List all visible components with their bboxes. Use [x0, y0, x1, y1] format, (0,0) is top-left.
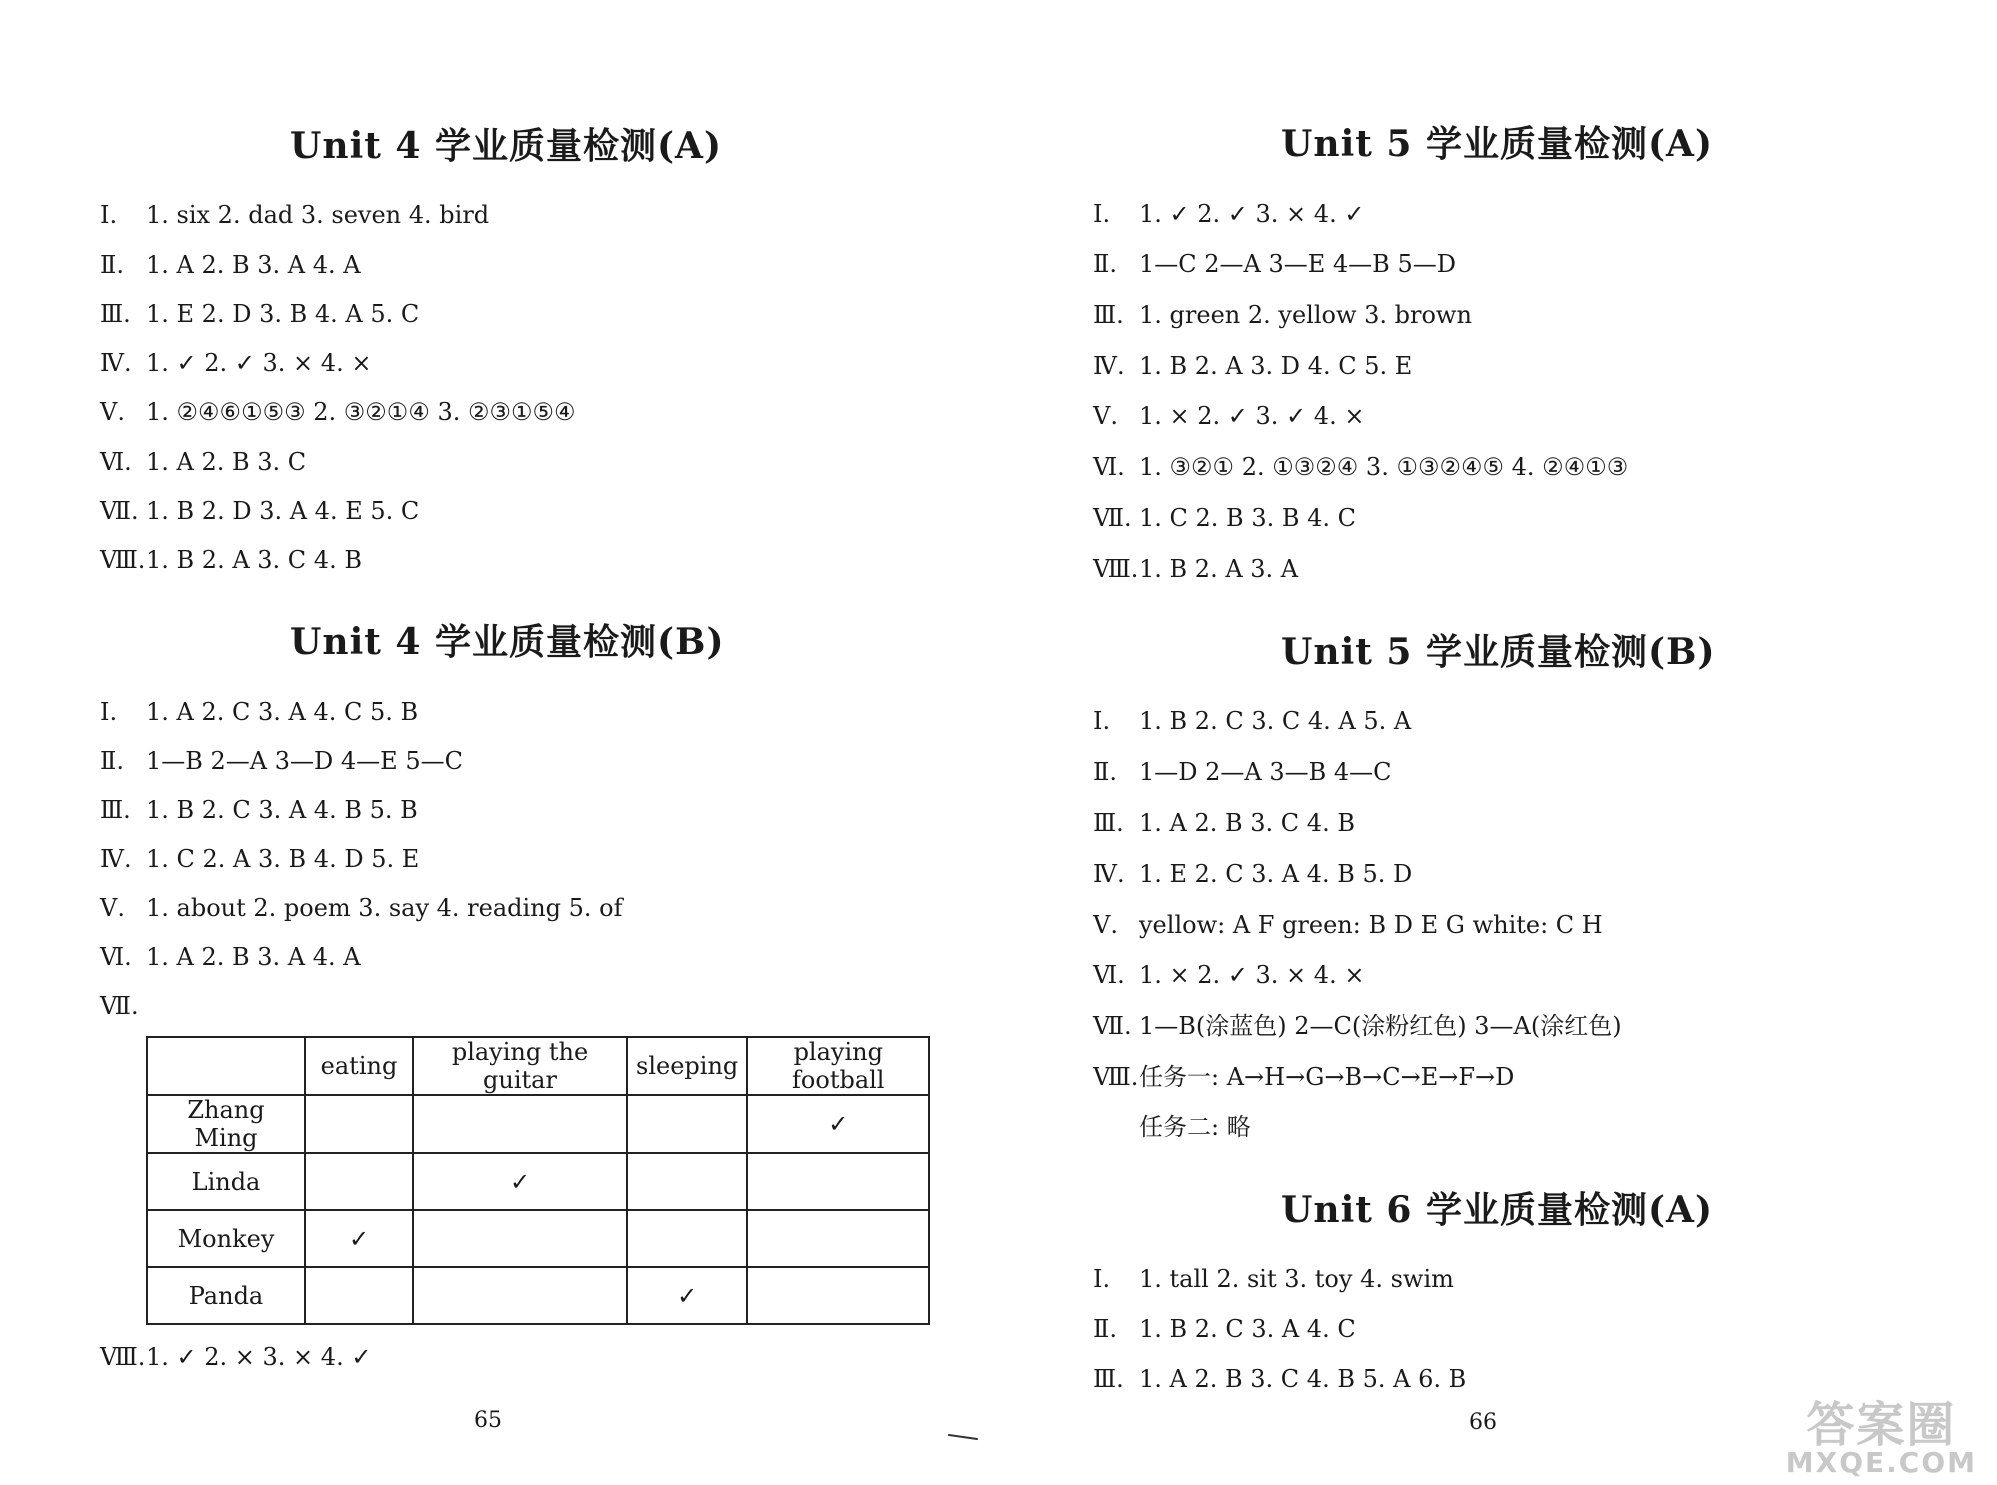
- table-cell: [413, 1210, 627, 1267]
- question-number: Ⅰ.: [1093, 1265, 1111, 1293]
- section-title: Unit 6 学业质量检测(A): [1281, 1189, 1713, 1231]
- answer-line: [1093, 249, 1456, 279]
- answer-line: [1093, 1364, 1466, 1394]
- table-header-cell: sleeping: [627, 1037, 747, 1095]
- answer-line: [1093, 1264, 1454, 1294]
- answer-line: [100, 795, 418, 825]
- watermark-line2: MXQE.COM: [1785, 1446, 1977, 1479]
- question-number: Ⅲ.: [1093, 809, 1124, 837]
- answer-text: 1. tall 2. sit 3. toy 4. swim: [1139, 1265, 1454, 1293]
- question-number: Ⅵ.: [100, 943, 132, 971]
- answer-line: [100, 200, 489, 230]
- question-number: Ⅶ.: [1093, 504, 1132, 532]
- question-number: Ⅵ.: [1093, 961, 1125, 989]
- answer-text: 1. E 2. D 3. B 4. A 5. C: [146, 300, 420, 328]
- answer-line: [1093, 554, 1298, 584]
- answer-line: [100, 697, 418, 727]
- question-number: Ⅰ.: [100, 698, 118, 726]
- answer-line: [1093, 757, 1392, 787]
- answer-line: [1093, 706, 1411, 736]
- answer-text: 1. C 2. B 3. B 4. C: [1139, 504, 1356, 532]
- table-cell: [627, 1153, 747, 1210]
- answer-text: 1. ✓ 2. ✓ 3. × 4. ×: [146, 349, 372, 377]
- table-row: [147, 1095, 929, 1153]
- activity-table: [146, 1036, 930, 1325]
- answer-text: 1. A 2. C 3. A 4. C 5. B: [146, 698, 419, 726]
- table-cell: [747, 1153, 929, 1210]
- answer-line: [1093, 1011, 1622, 1041]
- table-header-row: [147, 1037, 929, 1095]
- question-number: Ⅱ.: [100, 747, 124, 775]
- watermark-logo: [1785, 1397, 1977, 1479]
- answer-line: [1093, 351, 1412, 381]
- answer-line: [1093, 1062, 1514, 1092]
- answer-line: [100, 545, 362, 575]
- question-number: Ⅲ.: [1093, 1365, 1124, 1393]
- answer-line: [100, 844, 419, 874]
- question-number: Ⅷ.: [100, 1343, 146, 1371]
- table-header-cell: eating: [305, 1037, 413, 1095]
- question-number: Ⅷ.: [1093, 555, 1139, 583]
- answer-text: 1. ②④⑥①⑤③ 2. ③②①④ 3. ②③①⑤④: [146, 398, 576, 426]
- table-cell: [413, 1267, 627, 1324]
- answer-text: 1. about 2. poem 3. say 4. reading 5. of: [146, 894, 623, 922]
- answer-text: 1. A 2. B 3. C 4. B 5. A 6. B: [1139, 1365, 1467, 1393]
- answer-line: [1093, 960, 1364, 990]
- question-number: Ⅰ.: [1093, 707, 1111, 735]
- answer-line: [100, 942, 361, 972]
- question-number: Ⅲ.: [100, 796, 131, 824]
- table-row: [147, 1210, 929, 1267]
- table-cell: Zhang Ming: [147, 1095, 305, 1153]
- table-cell: [627, 1210, 747, 1267]
- answer-text: 1. ✓ 2. ✓ 3. × 4. ✓: [1139, 200, 1365, 228]
- question-number: Ⅴ.: [1093, 402, 1118, 430]
- answer-text: 1. × 2. ✓ 3. ✓ 4. ×: [1139, 402, 1365, 430]
- table-cell: [627, 1095, 747, 1153]
- answer-text: 1. A 2. B 3. C: [146, 448, 307, 476]
- answer-line: [1093, 401, 1364, 431]
- question-number: Ⅱ.: [1093, 1315, 1117, 1343]
- table-header-cell: [147, 1037, 305, 1095]
- answer-text: 1. ✓ 2. × 3. × 4. ✓: [146, 1343, 372, 1371]
- question-number: Ⅲ.: [1093, 301, 1124, 329]
- question-number: Ⅷ.: [100, 546, 146, 574]
- table-row: [147, 1267, 929, 1324]
- table-row: [147, 1153, 929, 1210]
- answer-text: 1. E 2. C 3. A 4. B 5. D: [1139, 860, 1413, 888]
- section-title: Unit 4 学业质量检测(A): [290, 125, 722, 167]
- question-number: Ⅵ.: [1093, 453, 1125, 481]
- answer-line: [100, 496, 419, 526]
- page-number: 66: [1469, 1410, 1497, 1435]
- answer-line: [1093, 808, 1355, 838]
- question-number: Ⅴ.: [100, 398, 125, 426]
- table-cell: ✓: [305, 1210, 413, 1267]
- question-number: Ⅳ.: [1093, 352, 1125, 380]
- answer-line: [100, 893, 623, 923]
- table-cell: [305, 1095, 413, 1153]
- answer-line: [100, 447, 306, 477]
- answer-line: [100, 348, 371, 378]
- section-title: Unit 4 学业质量检测(B): [290, 621, 725, 663]
- page-number: 65: [474, 1408, 502, 1433]
- question-number: Ⅶ.: [100, 497, 139, 525]
- question-number: Ⅴ.: [100, 894, 125, 922]
- answer-line: [100, 299, 419, 329]
- answer-line: [1093, 452, 1628, 482]
- question-number: Ⅲ.: [100, 300, 131, 328]
- question-number: Ⅱ.: [1093, 250, 1117, 278]
- question-number: Ⅵ.: [100, 448, 132, 476]
- answer-text: 1. A 2. B 3. C 4. B: [1139, 809, 1355, 837]
- answer-text: 1—D 2—A 3—B 4—C: [1139, 758, 1392, 786]
- answer-line: [1093, 300, 1472, 330]
- answer-text: 任务一: A→H→G→B→C→E→F→D: [1139, 1063, 1515, 1091]
- question-number: Ⅰ.: [1093, 200, 1111, 228]
- answer-line: [100, 397, 576, 427]
- answer-text: 1. B 2. A 3. A: [1139, 555, 1299, 583]
- answer-text: 1. B 2. D 3. A 4. E 5. C: [146, 497, 420, 525]
- table-header-cell: playing football: [747, 1037, 929, 1095]
- answer-line: [1093, 503, 1356, 533]
- table-cell: Linda: [147, 1153, 305, 1210]
- answer-text: 1—C 2—A 3—E 4—B 5—D: [1139, 250, 1456, 278]
- answer-text: 1. B 2. C 3. C 4. A 5. A: [1139, 707, 1412, 735]
- answer-line: [100, 1342, 371, 1372]
- answer-text: 1. B 2. A 3. D 4. C 5. E: [1139, 352, 1413, 380]
- answer-text: 1—B(涂蓝色) 2—C(涂粉红色) 3—A(涂红色): [1139, 1012, 1622, 1040]
- question-number: Ⅱ.: [1093, 758, 1117, 786]
- right-page: [999, 0, 1997, 1485]
- table-cell: ✓: [747, 1095, 929, 1153]
- answer-text: 1. six 2. dad 3. seven 4. bird: [146, 201, 490, 229]
- table-cell: ✓: [627, 1267, 747, 1324]
- answer-line: [1093, 199, 1364, 229]
- table-cell: Panda: [147, 1267, 305, 1324]
- section-title: Unit 5 学业质量检测(B): [1281, 631, 1716, 673]
- answer-text: 1. C 2. A 3. B 4. D 5. E: [146, 845, 420, 873]
- answer-text: 1. A 2. B 3. A 4. A: [146, 943, 361, 971]
- answer-text: 1—B 2—A 3—D 4—E 5—C: [146, 747, 463, 775]
- question-number: Ⅷ.: [1093, 1063, 1139, 1091]
- answer-line: [100, 746, 463, 776]
- answer-line: [1093, 910, 1603, 940]
- answer-line: [1093, 1314, 1356, 1344]
- question-number: Ⅳ.: [100, 349, 132, 377]
- table-cell: [305, 1153, 413, 1210]
- question-number: Ⅴ.: [1093, 911, 1118, 939]
- table-cell: [413, 1095, 627, 1153]
- table-cell: ✓: [413, 1153, 627, 1210]
- answer-text: 1. B 2. C 3. A 4. C: [1139, 1315, 1356, 1343]
- answer-line: [100, 250, 361, 280]
- question-number: Ⅶ.: [100, 992, 139, 1020]
- answer-line: [1093, 859, 1412, 889]
- question-number: Ⅰ.: [100, 201, 118, 229]
- watermark-line1: 答案圈: [1806, 1397, 1957, 1453]
- answer-line: [100, 991, 146, 1021]
- left-page: [0, 0, 998, 1485]
- answer-text: 1. ③②① 2. ①③②④ 3. ①③②④⑤ 4. ②④①③: [1139, 453, 1629, 481]
- answer-text: 1. green 2. yellow 3. brown: [1139, 301, 1472, 329]
- table-cell: [747, 1210, 929, 1267]
- table-header-cell: playing the guitar: [413, 1037, 627, 1095]
- question-number: Ⅳ.: [1093, 860, 1125, 888]
- question-number: Ⅱ.: [100, 251, 124, 279]
- table-cell: [747, 1267, 929, 1324]
- answer-text: 1. B 2. A 3. C 4. B: [146, 546, 362, 574]
- question-number: Ⅶ.: [1093, 1012, 1132, 1040]
- answer-text: 1. A 2. B 3. A 4. A: [146, 251, 361, 279]
- section-title: Unit 5 学业质量检测(A): [1281, 123, 1713, 165]
- answer-line: [1093, 1112, 1251, 1142]
- answer-text: 1. B 2. C 3. A 4. B 5. B: [146, 796, 418, 824]
- answer-text: yellow: A F green: B D E G white: C H: [1139, 911, 1603, 939]
- table-cell: Monkey: [147, 1210, 305, 1267]
- question-number: Ⅳ.: [100, 845, 132, 873]
- answer-text: 任务二: 略: [1139, 1113, 1251, 1141]
- answer-text: 1. × 2. ✓ 3. × 4. ×: [1139, 961, 1365, 989]
- table-cell: [305, 1267, 413, 1324]
